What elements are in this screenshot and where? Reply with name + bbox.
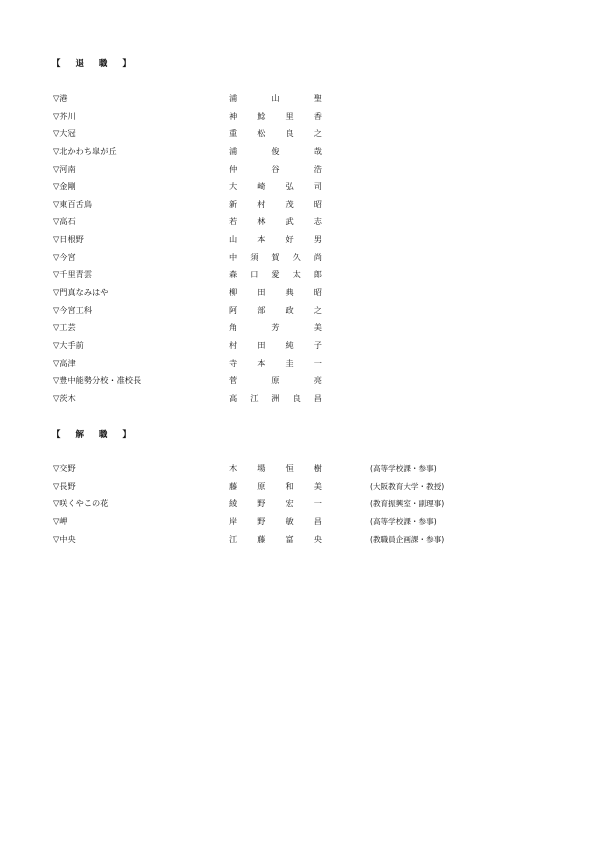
person-name: 村 田 純 子 [229,339,322,350]
school-name: ▽東百舌鳥 [53,198,93,209]
school-name: ▽門真なみはや [53,287,109,298]
school-name: ▽高津 [53,357,76,368]
school-name: ▽高石 [53,216,76,227]
school-name: ▽日根野 [53,234,84,245]
list-item [0,460,596,478]
person-name: 重 松 良 之 [229,128,322,139]
retirement-list [0,90,596,408]
person-name: 森 口 愛 太 郎 [229,269,322,280]
list-item [0,531,596,549]
list-item [0,337,596,355]
list-item [0,495,596,513]
school-name: ▽北かわち皐が丘 [53,145,117,156]
person-name: 菅 原 亮 [229,375,322,386]
list-item [0,90,596,108]
school-name: ▽今宮工科 [53,304,93,315]
school-name: ▽大手前 [53,339,84,350]
new-post: (教育振興室・副理事) [370,499,445,509]
school-name: ▽芥川 [53,110,76,121]
school-name: ▽交野 [53,463,76,473]
person-name: 綾 野 宏 一 [229,498,322,509]
person-name: 新 村 茂 昭 [229,198,322,209]
person-name: 中 須 賀 久 尚 [229,251,322,262]
school-name: ▽今宮 [53,251,76,262]
resignation-list [0,460,596,548]
list-item [0,478,596,496]
person-name: 仲 谷 浩 [229,163,322,174]
new-post: (高等学校課・参事) [370,516,437,526]
person-name: 浦 山 聖 [229,93,322,103]
school-name: ▽工芸 [53,322,76,333]
school-name: ▽長野 [53,480,76,491]
school-name: ▽豊中能勢分校・准校長 [53,375,142,386]
list-item [0,355,596,373]
list-item [0,231,596,249]
person-name: 若 林 武 志 [229,216,322,227]
person-name: 角 芳 美 [229,322,322,333]
list-item [0,178,596,196]
person-name: 寺 本 圭 一 [229,357,322,368]
list-item [0,513,596,531]
list-item [0,125,596,143]
school-name: ▽中央 [53,533,76,544]
new-post: (大阪教育大学・教授) [370,481,445,491]
list-item [0,390,596,408]
new-post: (教職員企画課・参事) [370,534,445,544]
school-name: ▽咲くやこの花 [53,498,109,509]
school-name: ▽金剛 [53,181,76,192]
person-name: 江 藤 富 央 [229,533,322,544]
school-name: ▽岬 [53,515,68,526]
person-name: 大 崎 弘 司 [229,181,322,192]
person-name: 高 江 洲 良 昌 [229,392,322,403]
list-item [0,249,596,267]
list-item [0,266,596,284]
list-item [0,319,596,337]
school-name: ▽港 [53,93,68,103]
person-name: 柳 田 典 昭 [229,287,322,298]
person-name: 浦 俊 哉 [229,145,322,156]
person-name: 岸 野 敏 昌 [229,515,322,526]
retirement-heading: 【 退 職 】 [52,59,137,69]
list-item [0,108,596,126]
list-item [0,196,596,214]
school-name: ▽河南 [53,163,76,174]
list-item [0,161,596,179]
school-name: ▽大冠 [53,128,76,139]
list-item [0,284,596,302]
school-name: ▽茨木 [53,392,76,403]
person-name: 藤 原 和 美 [229,480,322,491]
person-name: 木 場 恒 樹 [229,463,322,473]
new-post: (高等学校課・参事) [370,464,437,473]
list-item [0,302,596,320]
school-name: ▽千里青雲 [53,269,93,280]
person-name: 阿 部 政 之 [229,304,322,315]
resignation-heading: 【 解 職 】 [52,430,137,440]
list-item [0,372,596,390]
person-name: 山 本 好 男 [229,234,322,245]
list-item [0,213,596,231]
list-item [0,143,596,161]
person-name: 神 鯰 里 香 [229,110,322,121]
